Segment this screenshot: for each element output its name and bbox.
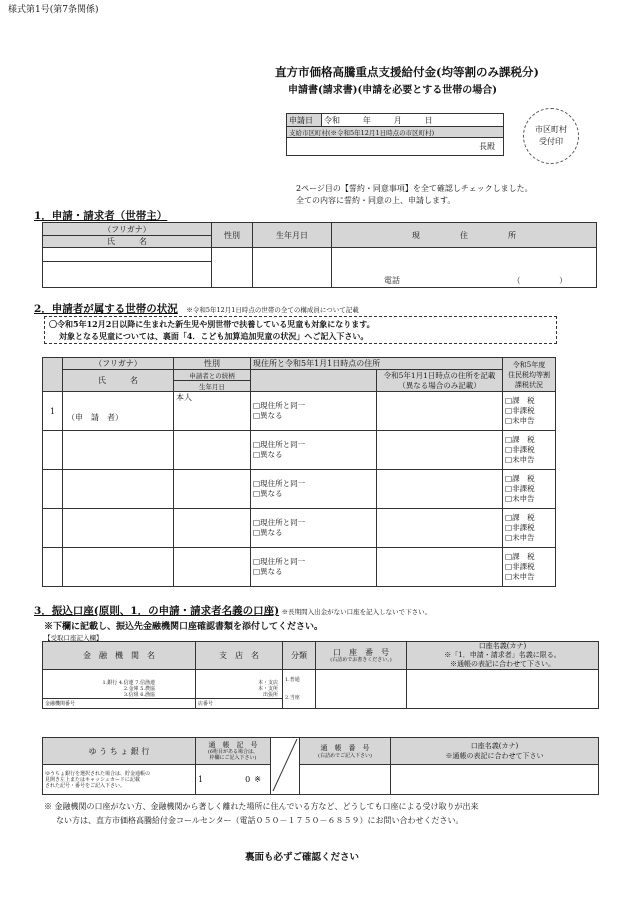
addr-diff-check[interactable]: □異なる: [253, 567, 283, 576]
municipality-label: 支給市区町村(※令和5年12月1日時点の市区町村): [287, 127, 504, 138]
col-gender: 性別: [212, 223, 253, 248]
household-table: [42, 357, 556, 587]
tax-unfiled-check[interactable]: □未申告: [505, 494, 535, 503]
page-title: 直方市価格高騰重点支援給付金(均等割のみ課税分): [275, 65, 539, 79]
address-check-cell[interactable]: [251, 548, 377, 587]
yucho-holder-input[interactable]: [391, 765, 599, 795]
category-header: 分類: [283, 642, 316, 670]
relation-cell[interactable]: [174, 470, 251, 509]
branch-code-input[interactable]: [196, 699, 283, 709]
hh-col-tax3: 課税状況: [515, 380, 543, 389]
municipality-field[interactable]: [287, 138, 504, 156]
tax-taxed-check[interactable]: □課 税: [505, 396, 535, 405]
application-date-table: [286, 113, 504, 156]
member-name-cell[interactable]: [63, 548, 174, 587]
diagonal-line-icon: [271, 738, 299, 792]
member-name-cell[interactable]: [63, 470, 174, 509]
relation-cell[interactable]: [174, 548, 251, 587]
relation-cell[interactable]: [174, 392, 251, 431]
phone-paren-close: ）: [559, 276, 568, 285]
address-check-cell[interactable]: [251, 431, 377, 470]
yucho-symbol-first: 1: [198, 775, 204, 785]
relation-cell[interactable]: [174, 431, 251, 470]
section3-note: ※長期間入出金がない口座を記入しないで下さい。: [281, 608, 432, 616]
phone-paren-open: （: [512, 276, 521, 285]
yucho-diagonal-cell: [271, 738, 300, 795]
hh-col-tax2: 住民税均等割: [508, 370, 550, 379]
member-name-cell[interactable]: [63, 509, 174, 548]
date-day: 日: [424, 115, 433, 125]
tax-status-cell[interactable]: [503, 548, 556, 587]
phone-label: 電話: [384, 276, 400, 285]
section3-subheading: ※下欄に記載し、振込先金融機関口座確認書類を添付してください。: [44, 622, 324, 632]
yucho-symbol-header: 通 帳 記 号: [208, 740, 258, 749]
old-address-cell[interactable]: [377, 431, 503, 470]
tax-status-cell[interactable]: [503, 392, 556, 431]
account-number-input[interactable]: [316, 670, 407, 709]
old-address-cell[interactable]: [377, 470, 503, 509]
stamp-line1: 市区町村: [535, 125, 567, 134]
addr-same-check[interactable]: □現住所と同一: [253, 557, 306, 566]
col-birthdate: 生年月日: [253, 223, 332, 248]
yucho-note3: された記号・番号をご記入下さい。: [45, 782, 126, 789]
addr-same-check[interactable]: □現住所と同一: [253, 440, 306, 449]
gender-input[interactable]: [212, 248, 253, 288]
old-address-cell[interactable]: [377, 392, 503, 431]
category-ordinary[interactable]: 1.普通: [285, 677, 300, 683]
page-subtitle: 申請書(請求書)(申請を必要とする世帯の場合): [288, 85, 497, 96]
yucho-table: [42, 737, 599, 795]
addr-diff-check[interactable]: □異なる: [253, 528, 283, 537]
yucho-header: ゆ う ち ょ 銀 行: [43, 738, 196, 765]
yucho-symbol-zero: 0: [245, 775, 251, 785]
section2-heading: 2．申請者が属する世帯の状況: [34, 303, 178, 315]
hh-col-name: 氏 名: [63, 370, 174, 392]
yucho-symbol-input[interactable]: [196, 765, 271, 795]
hh-col-relation: 申請者との続柄: [174, 370, 251, 381]
hh-col-tax1: 令和5年度: [512, 360, 546, 369]
address-input[interactable]: [332, 248, 597, 288]
tax-nontax-check[interactable]: □非課税: [505, 562, 535, 571]
date-field[interactable]: [322, 114, 504, 127]
addr-diff-check[interactable]: □異なる: [253, 489, 283, 498]
account-no-header: 口 座 番 号: [333, 648, 389, 657]
bank-types-2: 2.金庫 5.農協: [123, 686, 155, 692]
notice-line2: 対象となる児童については、裏面「4．こども加算追加児童の状況」へご記入下さい。: [59, 331, 369, 341]
addr-diff-check[interactable]: □異なる: [253, 411, 283, 420]
category-input[interactable]: [283, 670, 316, 709]
account-no-sub: (右詰めでお書きください。): [330, 657, 392, 663]
yucho-number-header: 通 帳 番 号: [320, 743, 370, 752]
footnote-line1: ※ 金融機関の口座がない方、金融機関から著しく離れた場所に住んでいる方など、どうしても口座による受け取りが出来: [44, 802, 479, 811]
tax-status-cell[interactable]: [503, 431, 556, 470]
col-name: 氏 名: [43, 236, 212, 248]
yucho-symbol-sub2: 枠欄にご記入下さい): [209, 754, 257, 761]
tax-unfiled-check[interactable]: □未申告: [505, 572, 535, 581]
member-name-cell[interactable]: [63, 431, 174, 470]
bank-code-input[interactable]: [43, 699, 196, 709]
relation-cell[interactable]: [174, 509, 251, 548]
row-number: 1: [43, 392, 63, 431]
addr-same-check[interactable]: □現住所と同一: [253, 479, 306, 488]
consent-line1: 2ページ目の【誓約・同意事項】を全て確認しチェックしました。: [296, 184, 533, 193]
hh-col-furigana: （フリガナ）: [63, 358, 174, 370]
branch-types-3: 出張所: [262, 692, 278, 698]
tax-status-cell[interactable]: [503, 470, 556, 509]
birthdate-input[interactable]: [253, 248, 332, 288]
bank-account-table: [42, 641, 599, 709]
yucho-symbol-sub1: (6桁目がある場合は、: [207, 748, 259, 755]
branch-types-2: 本・支所: [257, 686, 278, 692]
section2-note: ※令和5年12月1日時点の世帯の全ての構成員について記載: [186, 306, 359, 314]
yucho-holder-header: 口座名義(カナ): [470, 742, 519, 751]
applicant-label: （申 請 者）: [67, 412, 123, 422]
date-era: 令和: [324, 115, 340, 125]
old-address-cell[interactable]: [377, 509, 503, 548]
section3-heading: 3．振込口座(原則、1．の申請・請求者名義の口座): [34, 605, 280, 617]
date-label: 申請日: [287, 114, 322, 127]
household-row: [43, 509, 556, 548]
tax-taxed-check[interactable]: □課 税: [505, 474, 535, 483]
tax-status-cell[interactable]: [503, 509, 556, 548]
yucho-number-sub: (右詰めでご記入下さい): [318, 752, 372, 759]
hh-col-gender: 性別: [174, 358, 251, 370]
branch-name-header: 支 店 名: [196, 642, 283, 670]
tax-nontax-check[interactable]: □非課税: [505, 406, 535, 415]
yucho-note-cell: [43, 765, 196, 795]
tax-taxed-check[interactable]: □課 税: [505, 552, 535, 561]
household-row: [43, 431, 556, 470]
form-label: 様式第1号(第7条関係): [8, 5, 99, 15]
yucho-holder-note: ※通帳の表記に合わせて下さい: [445, 752, 544, 761]
footnote-line2: ない方は、直方市価格高騰給付金コールセンター（電話０５０－１７５０－６８５９）にお問い合わせください。: [56, 816, 464, 825]
branch-code-label: 店番号: [198, 700, 214, 707]
address-check-cell[interactable]: [251, 470, 377, 509]
hh-col-birth: 生年月日: [174, 381, 251, 392]
addr-diff-check[interactable]: □異なる: [253, 450, 283, 459]
yucho-note2: 見開き左上またはキャッシュカードに記載: [45, 776, 140, 783]
name-input[interactable]: [43, 262, 212, 288]
consent-line2: 全ての内容に誓約・同意の上、申請します。: [296, 196, 456, 205]
household-row: [43, 470, 556, 509]
applicant-table: [42, 222, 597, 288]
holder-note1: ※「1．申請・請求者」名義に限る。: [444, 651, 561, 659]
bank-types-1: 1.銀行 4.信連 7.信漁連: [102, 680, 155, 686]
section1-heading: 1．申請・請求者（世帯主）: [34, 210, 168, 222]
yucho-asterisk: ※: [254, 775, 261, 785]
address-check-cell[interactable]: [251, 509, 377, 548]
col-address: 現 住 所: [332, 223, 597, 248]
bank-code-label: 金融機関番号: [45, 700, 76, 707]
addr-same-check[interactable]: □現住所と同一: [253, 518, 306, 527]
account-holder-input[interactable]: [407, 670, 599, 709]
old-address-cell[interactable]: [377, 548, 503, 587]
tax-taxed-check[interactable]: □課 税: [505, 513, 535, 522]
tax-nontax-check[interactable]: □非課税: [505, 445, 535, 454]
tax-unfiled-check[interactable]: □未申告: [505, 533, 535, 542]
tax-nontax-check[interactable]: □非課税: [505, 523, 535, 532]
stamp-line2: 受付印: [539, 137, 563, 146]
bank-name-header: 金 融 機 関 名: [43, 642, 196, 670]
yucho-number-input[interactable]: [300, 765, 391, 795]
addr-same-check[interactable]: □現住所と同一: [253, 401, 306, 410]
hh-col-address-sub: 令和5年1月1日時点の住所を記載（異なる場合のみ記載）: [377, 370, 503, 392]
date-month: 月: [393, 115, 402, 125]
tax-unfiled-check[interactable]: □未申告: [505, 416, 535, 425]
tax-taxed-check[interactable]: □課 税: [505, 435, 535, 444]
holder-header: 口座名義(カナ): [478, 642, 527, 650]
hh-col-address: 現住所と令和5年1月1日時点の住所: [251, 358, 503, 370]
notice-line1: 〇令和5年12月2日以降に生まれた新生児や別世帯で扶養している児童も対象になります。: [49, 319, 375, 329]
relation-self: 本人: [176, 393, 192, 402]
branch-name-input[interactable]: [196, 670, 283, 699]
tax-nontax-check[interactable]: □非課税: [505, 484, 535, 493]
category-current[interactable]: 2.当座: [285, 695, 300, 701]
household-row: [43, 392, 556, 431]
branch-types-1: 本・支店: [257, 680, 278, 686]
section2-notice-box: [44, 316, 557, 344]
mayor-suffix: 長殿: [479, 142, 495, 151]
member-name-cell[interactable]: [63, 392, 174, 431]
col-furigana: （フリガナ）: [43, 223, 212, 236]
holder-note2: ※通帳の表記に合わせて下さい。: [450, 660, 555, 668]
furigana-input[interactable]: [43, 248, 212, 262]
date-year: 年: [362, 115, 371, 125]
yucho-note1: ゆうちょ銀行を選択された場合は、貯金通帳の: [45, 770, 151, 777]
account-box-label: 【受取口座記入欄】: [44, 634, 103, 642]
reception-stamp: [523, 108, 579, 164]
bank-name-input[interactable]: [43, 670, 196, 699]
household-row: [43, 548, 556, 587]
bank-types-3: 3.信組 6.漁協: [123, 692, 155, 698]
footer-note: 裏面も必ずご確認ください: [245, 852, 360, 863]
address-check-cell[interactable]: [251, 392, 377, 431]
tax-unfiled-check[interactable]: □未申告: [505, 455, 535, 464]
